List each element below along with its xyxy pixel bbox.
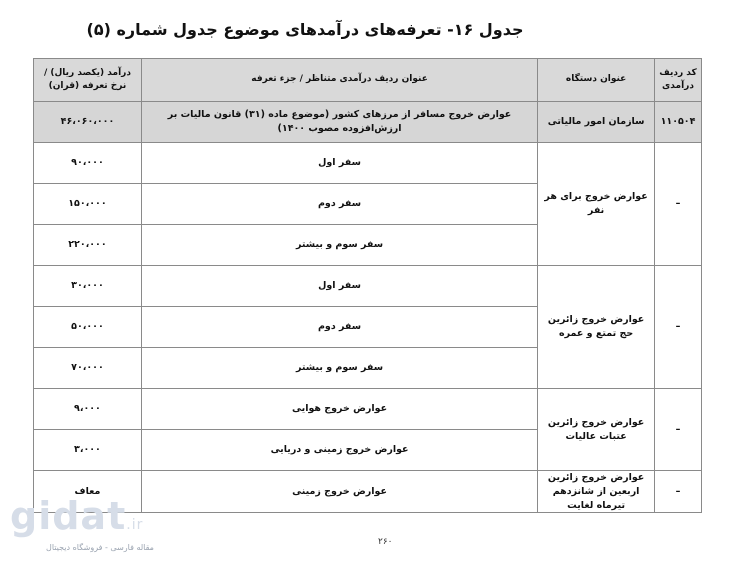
main-row-amount: ۴۶،۰۶۰،۰۰۰ — [34, 102, 142, 143]
table-row — [34, 389, 702, 430]
item-amount: ۱۵۰،۰۰۰ — [34, 184, 142, 225]
group-org: عوارض خروج زائرین عتبات عالیات — [538, 389, 655, 471]
page-number: ۲۶۰ — [378, 537, 393, 547]
group-code: – — [655, 389, 702, 471]
group-org: عوارض خروج برای هر نفر — [538, 143, 655, 266]
page-title — [0, 20, 740, 39]
gidat-watermark — [10, 494, 160, 558]
item-label: سفر دوم — [141, 184, 537, 225]
watermark-logo: gidat.ir — [10, 494, 144, 538]
item-label: سفر سوم و بیشتر — [141, 348, 537, 389]
table-row — [34, 143, 702, 184]
table-title: جدول ۱۶- تعرفه‌های درآمدهای موضوع جدول شماره (۵) — [86, 20, 524, 39]
item-amount: ۵۰،۰۰۰ — [34, 307, 142, 348]
tariff-table — [33, 58, 702, 513]
group-code: – — [655, 266, 702, 389]
item-label: عوارض خروج زمینی — [141, 471, 537, 513]
item-amount: ۷۰،۰۰۰ — [34, 348, 142, 389]
item-label: عوارض خروج زمینی و دریایی — [141, 430, 537, 471]
watermark-tagline: مقاله فارسی - فروشگاه دیجیتال — [46, 543, 154, 552]
item-amount: ۲۲۰،۰۰۰ — [34, 225, 142, 266]
item-amount: ۳،۰۰۰ — [34, 430, 142, 471]
main-revenue-row — [34, 102, 702, 143]
group-code: – — [655, 143, 702, 266]
item-label: عوارض خروج هوایی — [141, 389, 537, 430]
header-org: عنوان دستگاه — [538, 59, 655, 102]
table-row — [34, 266, 702, 307]
item-label: سفر اول — [141, 143, 537, 184]
group-org: عوارض خروج زائرین اربعین از شانزدهم تیرماه لغایت — [538, 471, 655, 513]
main-row-code: ۱۱۰۵۰۴ — [655, 102, 702, 143]
item-amount: ۹۰،۰۰۰ — [34, 143, 142, 184]
main-row-org: سازمان امور مالیاتی — [538, 102, 655, 143]
item-amount: ۹،۰۰۰ — [34, 389, 142, 430]
item-label: سفر اول — [141, 266, 537, 307]
main-row-item: عوارض خروج مسافر از مرزهای کشور (موضوع ماده (۳۱) قانون مالیات بر ارزش‌افزوده مصوب ۱۴۰۰) — [141, 102, 537, 143]
item-label: سفر دوم — [141, 307, 537, 348]
header-item: عنوان ردیف درآمدی متناظر / جزء تعرفه — [141, 59, 537, 102]
header-code: کد ردیف درآمدی — [655, 59, 702, 102]
header-amount: درآمد (یکصد ریال) / نرخ تعرفه (قران) — [34, 59, 142, 102]
group-org: عوارض خروج زائرین حج تمتع و عمره — [538, 266, 655, 389]
header-row — [34, 59, 702, 102]
item-amount: معاف — [34, 471, 142, 513]
item-amount: ۳۰،۰۰۰ — [34, 266, 142, 307]
item-label: سفر سوم و بیشتر — [141, 225, 537, 266]
group-code: – — [655, 471, 702, 513]
